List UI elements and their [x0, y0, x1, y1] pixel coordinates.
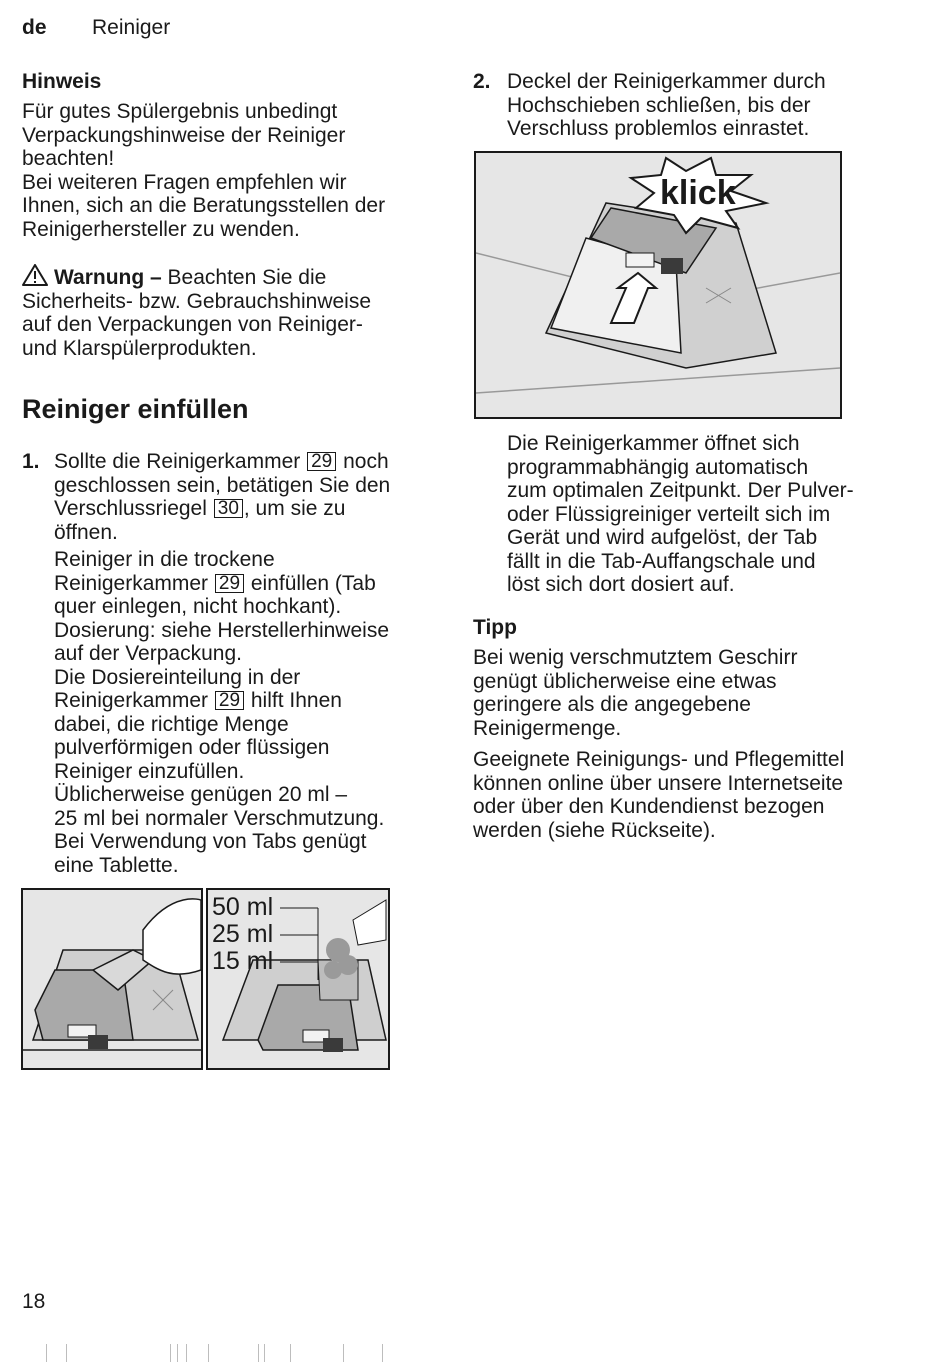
- text-line: Für gutes Spülergebnis unbedingt: [22, 100, 338, 123]
- step-1-text: Sollte die Reinigerkammer 29 noch geschlossen sein, betätigen Sie den Verschlussriegel 30 , um sie zu öffnen. Reiniger in die trockene Reinigerkammer 29 einfüllen (Tab quer einlegen, nicht hochkant). Dosierung: siehe Herstellerhinweise auf der Verpackung. Die Dosiereinteilung in der Reinigerkammer 29 hilft Ihnen dabei, die richtige Menge pulverförmigen oder flüssigen Reiniger einzufüllen. Üblicherweise genügen 20 ml – 25 ml bei normaler Verschmutzung. Bei Verwendung von Tabs genügt eine Tablette.: [54, 450, 444, 877]
- illustration-dosage: [206, 888, 390, 1070]
- language-code: de: [22, 16, 47, 39]
- text-line: auf der Verpackung.: [54, 642, 242, 665]
- text-line: Ihnen, sich an die Beratungsstellen der: [22, 194, 386, 217]
- text-line: Bei Verwendung von Tabs genügt: [54, 830, 367, 853]
- text-line: und Klarspülerprodukten.: [22, 336, 257, 360]
- text-line: geringere als die angegebene: [473, 693, 751, 716]
- warning-triangle-icon: [22, 264, 48, 286]
- text-line: Verschluss problemlos einrastet.: [507, 117, 810, 140]
- text-line: Deckel der Reinigerkammer durch: [507, 70, 826, 93]
- info-text: [507, 432, 927, 597]
- text-line: programmabhängig automatisch: [507, 455, 809, 479]
- dose-label-15: 15 ml: [212, 947, 274, 975]
- dose-label-50: 50 ml: [212, 893, 274, 921]
- warning-block: [22, 264, 442, 360]
- text-line: Bei wenig verschmutztem Geschirr: [473, 646, 798, 669]
- hinweis-title: Hinweis: [22, 70, 102, 93]
- step-2-text: [507, 70, 927, 141]
- tipp-text-1: [473, 646, 913, 740]
- text-line: löst sich dort dosiert auf.: [507, 573, 735, 596]
- text-line: oder Flüssigreiniger verteilt sich im: [507, 502, 831, 526]
- text-line: Hochschieben schließen, bis der: [507, 93, 811, 117]
- step-number-1: 1.: [22, 450, 40, 473]
- ref-box-29: 29: [215, 691, 244, 710]
- text-line: dabei, die richtige Menge: [54, 712, 289, 736]
- text-line: öffnen.: [54, 520, 118, 544]
- text-line: Sicherheits- bzw. Gebrauchshinweise: [22, 289, 372, 313]
- text-line: Reiniger einzufüllen.: [54, 759, 245, 783]
- text-line: Verpackungshinweise der Reiniger: [22, 123, 346, 147]
- text-line: werden (siehe Rückseite).: [473, 818, 716, 842]
- text-line: Üblicherweise genügen 20 ml –: [54, 783, 348, 806]
- ref-box-30: 30: [214, 499, 243, 518]
- step-number-2: 2.: [473, 70, 491, 93]
- text-line: zum optimalen Zeitpunkt. Der Pulver-: [507, 479, 854, 502]
- ref-box-29: 29: [215, 574, 244, 593]
- text-line: Dosierung: siehe Herstellerhinweise: [54, 618, 389, 642]
- text-line: pulverförmigen oder flüssigen: [54, 736, 330, 759]
- print-marks: [0, 1344, 950, 1362]
- tipp-text-2: [473, 748, 913, 842]
- text-line: geschlossen sein, betätigen Sie den: [54, 473, 391, 497]
- text-line: Gerät und wird aufgelöst, der Tab: [507, 526, 818, 549]
- text-line: Bei weiteren Fragen empfehlen wir: [22, 170, 347, 194]
- text-line: Reinigermenge.: [473, 716, 622, 740]
- text-fragment: Beachten Sie die: [161, 266, 327, 289]
- text-line: quer einlegen, nicht hochkant).: [54, 595, 342, 618]
- text-line: Die Dosiereinteilung in der: [54, 665, 301, 689]
- text-line: fällt in die Tab-Auffangschale und: [507, 549, 816, 573]
- ref-box-29: 29: [307, 452, 336, 471]
- text-line: können online über unsere Internetseite: [473, 771, 844, 795]
- text-line: Die Reinigerkammer öffnet sich: [507, 432, 800, 455]
- text-line: Geeignete Reinigungs- und Pflegemittel: [473, 748, 845, 771]
- text-line: genügt üblicherweise eine etwas: [473, 669, 777, 693]
- illustration-close-lid: [474, 151, 842, 419]
- illustration-tab-insert: [21, 888, 203, 1070]
- page-number: 18: [22, 1290, 46, 1313]
- section-title: Reiniger: [92, 16, 171, 39]
- hinweis-text: [22, 100, 442, 241]
- text-line: 25 ml bei normaler Verschmutzung.: [54, 806, 385, 830]
- tipp-title: Tipp: [473, 616, 517, 639]
- warning-label: Warnung –: [54, 266, 162, 289]
- text-line: auf den Verpackungen von Reiniger-: [22, 313, 363, 336]
- section-heading: Reiniger einfüllen: [22, 394, 249, 424]
- text-line: Reinigerhersteller zu wenden.: [22, 217, 300, 241]
- dose-label-25: 25 ml: [212, 920, 274, 948]
- text-line: Reiniger in die trockene: [54, 548, 275, 571]
- text-line: eine Tablette.: [54, 853, 179, 877]
- text-line: oder über den Kundendienst bezogen: [473, 795, 825, 818]
- klick-label: klick: [660, 174, 736, 212]
- text-line: beachten!: [22, 147, 115, 170]
